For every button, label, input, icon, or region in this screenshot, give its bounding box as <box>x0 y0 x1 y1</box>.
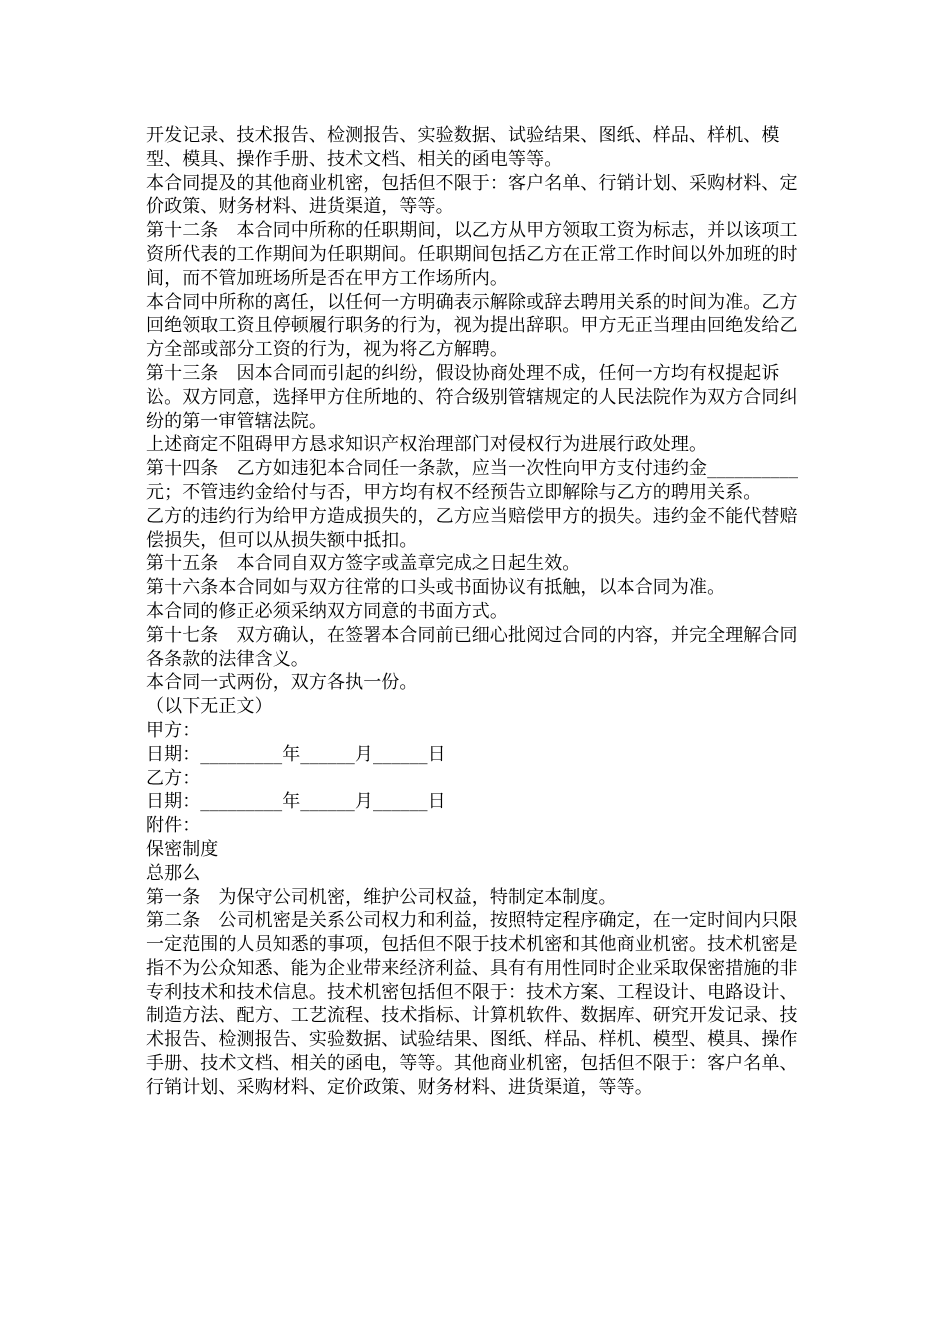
party-a-label: 甲方： <box>146 719 201 741</box>
paragraph-no-text-below: （以下无正文） <box>146 696 273 718</box>
article-17: 第十七条 双方确认，在签署本合同前已细心批阅过合同的内容，并完全理解合同各条款的法律含义。 <box>146 624 798 670</box>
party-b-label: 乙方： <box>146 767 201 789</box>
attachment-title: 保密制度 <box>146 838 219 860</box>
paragraph-2: 本合同提及的其他商业机密，包括但不限于：客户名单、行销计划、采购材料、定价政策、财务材料、进货渠道，等等。 <box>146 172 798 218</box>
paragraph-compensation: 乙方的违约行为给甲方造成损失的，乙方应当赔偿甲方的损失。违约金不能代替赔偿损失，但可以从损失额中抵扣。 <box>146 505 798 551</box>
paragraph-copies: 本合同一式两份，双方各执一份。 <box>146 672 418 694</box>
party-a-date: 日期：_________年______月______日 <box>146 743 446 765</box>
paragraph-amendment: 本合同的修正必须采纳双方同意的书面方式。 <box>146 600 508 622</box>
rule-article-2: 第二条 公司机密是关系公司权力和利益，按照特定程序确定，在一定时间内只限一定范围的人员知悉的事项，包括但不限于技术机密和其他商业机密。技术机密是指不为公众知悉、能为企业带来经济利益、具有有用性同时企业采取保密措施的非专利技术和技术信息。技术机密包括但不限于：技术方案、工程设计、电路设计、制造方法、配方、工艺流程、技术指标、计算机软件、数据库、研究开发记录、技术报告、检测报告、实验数据、试验结果、图纸、样品、样机、模型、模具、操作手册、技术文档、相关的函电，等等。其他商业机密，包括但不限于：客户名单、行销计划、采购材料、定价政策、财务材料、进货渠道，等等。 <box>146 910 798 1098</box>
section-general: 总那么 <box>146 862 201 884</box>
paragraph-resignation: 本合同中所称的离任，以任何一方明确表示解除或辞去聘用关系的时间为准。乙方回绝领取工资且停顿履行职务的行为，视为提出辞职。甲方无正当理由回绝发给乙方全部或部分工资的行为，视为将乙方解聘。 <box>146 291 798 361</box>
article-14: 第十四条 乙方如违犯本合同任一条款，应当一次性向甲方支付违约金__________元；不管违约金给付与否，甲方均有权不经预告立即解除与乙方的聘用关系。 <box>146 458 799 503</box>
paragraph-1: 开发记录、技术报告、检测报告、实验数据、试验结果、图纸、样品、样机、模型、模具、操作手册、技术文档、相关的函电等等。 <box>146 125 780 170</box>
article-12: 第十二条 本合同中所称的任职期间，以乙方从甲方领取工资为标志，并以该项工资所代表的工作期间为任职期间。任职期间包括乙方在正常工作时间以外加班的时间，而不管加班场所是否在甲方工作场所内。 <box>146 220 798 289</box>
document-page <box>146 124 806 1100</box>
party-b-date: 日期：_________年______月______日 <box>146 791 446 813</box>
attachment-label: 附件： <box>146 815 201 837</box>
paragraph-admin-handling: 上述商定不阻碍甲方恳求知识产权治理部门对侵权行为进展行政处理。 <box>146 434 708 456</box>
article-15: 第十五条 本合同自双方签字或盖章完成之日起生效。 <box>146 553 581 575</box>
article-13: 第十三条 因本合同而引起的纠纷，假设协商处理不成，任何一方均有权提起诉讼。双方同意，选择甲方住所地的、符合级别管辖规定的人民法院作为双方合同纠纷的第一审管辖法院。 <box>146 362 798 432</box>
rule-article-1: 第一条 为保守公司机密，维护公司权益，特制定本制度。 <box>146 886 617 908</box>
article-16: 第十六条本合同如与双方往常的口头或书面协议有抵触，以本合同为准。 <box>146 577 726 599</box>
